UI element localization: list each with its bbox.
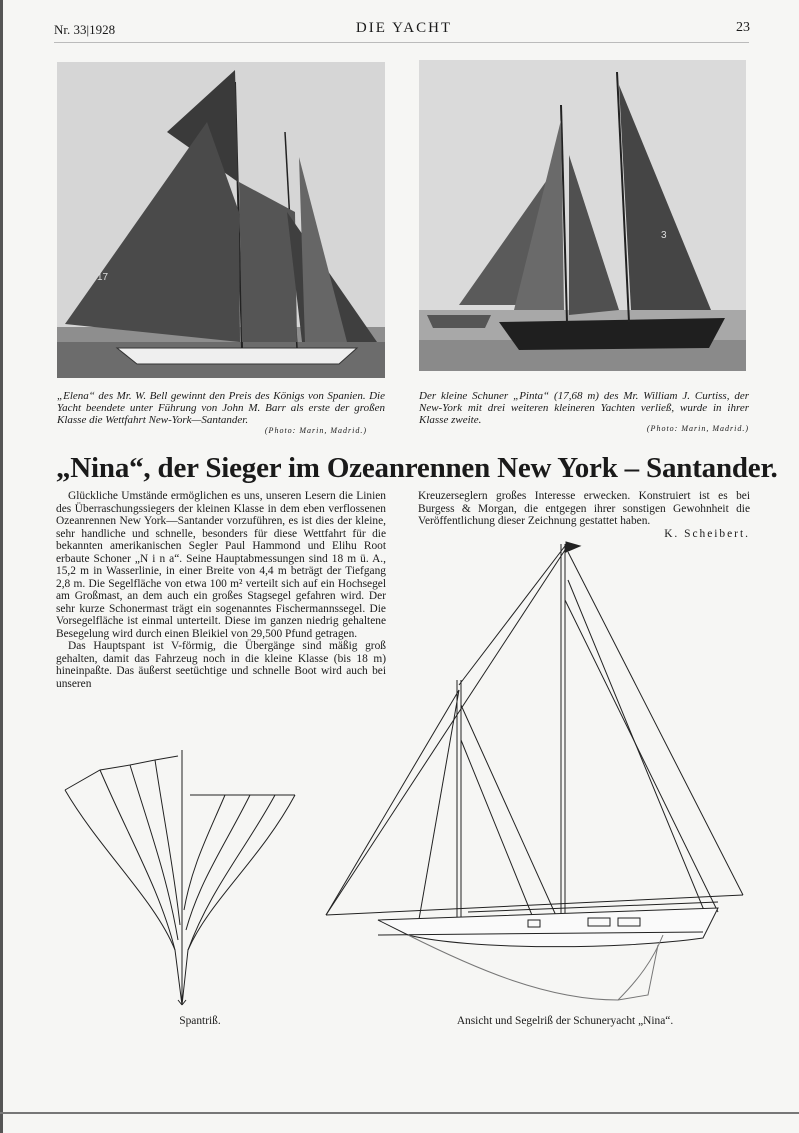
hull-section-drawing xyxy=(60,750,300,1010)
caption-sailplan: Ansicht und Segelriß der Schuneryacht „Nina“. xyxy=(456,1015,674,1027)
page-edge xyxy=(0,0,3,1133)
paragraph-2: Das Hauptspant ist V-förmig, die Übergänge sind mäßig groß gehalten, damit das Fahrzeug noch in die kleine Klasse (bis 18 m) hineinpaßte. Das äußerst seetüchtige und schnelle Boot wird auch bei unseren xyxy=(56,640,386,690)
figure-section-drawing xyxy=(60,750,300,1010)
sailplan-drawing xyxy=(318,540,748,1010)
photo-pinta xyxy=(419,60,746,371)
photo-elena xyxy=(57,62,385,378)
caption-elena: „Elena“ des Mr. W. Bell gewinnt den Preis des Königs von Spanien. Die Yacht beendete unter Führung von John M. Barr als erste der großen Klasse die Wettfahrt New-York—Santander. xyxy=(57,390,385,426)
page-number: 23 xyxy=(736,20,750,35)
sail-number-pinta: 3 xyxy=(661,230,667,241)
article-title: „Nina“, der Sieger im Ozeanrennen New York – Santander. xyxy=(56,452,778,484)
page-header xyxy=(54,18,754,42)
article-body-right xyxy=(418,490,750,540)
header-rule xyxy=(54,42,749,43)
issue-number: Nr. 33|1928 xyxy=(54,22,116,37)
paragraph-3: Kreuzerseglern großes Interesse erwecken. Konstruiert ist es bei Burgess & Morgan, die entgegen ihrer sonstigen Gewohnheit die Veröffentlichung dieser Zeichnung gestattet haben. xyxy=(418,490,750,527)
figure-sailplan xyxy=(318,540,748,1010)
sail-number-elena: 17 xyxy=(97,272,109,283)
page-bottom-edge xyxy=(0,1112,799,1114)
magazine-title: DIE YACHT xyxy=(355,20,453,36)
author: K. Scheibert. xyxy=(664,527,750,540)
credit-pinta: (Photo: Marin, Madrid.) xyxy=(646,424,749,433)
caption-pinta: Der kleine Schuner „Pinta“ (17,68 m) des Mr. William J. Curtiss, der New-York mit drei weiteren kleineren Yachten verließ, wurde in ihrer Klasse zweite. xyxy=(419,390,749,426)
credit-elena: (Photo: Marin, Madrid.) xyxy=(264,426,367,435)
yacht-elena-image xyxy=(57,62,385,378)
schooner-pinta-image xyxy=(419,60,746,371)
caption-section-drawing: Spantriß. xyxy=(179,1015,221,1027)
paragraph-1: Glückliche Umstände ermöglichen es uns, unseren Lesern die Linien des Überraschungssiegers der kleinen Klasse in dem eben verflossenen Ozeanrennen New York—Santander vorzuführen, es ist dies der kleine, sehr handliche und schnelle, besonders für diese Wettfahrt für die bekannten amerikanischen Segler Paul Hammond und Elihu Root erbaute Schoner „N i n a“. Seine Hauptabmessungen sind 18 m ü. A., 15,2 m in Wasserlinie, in einer Breite von 4,4 m beträgt der Tiefgang 2,8 m. Die Segelfläche von etwa 100 m² verteilt sich auf ein Hochsegel am Großmast, an dem auch ein großes Stagsegel gefahren wird. Der sehr kurze Schonermast trägt ein sogenanntes Fischermannssegel. Die Vorsegelfläche ist einmal unterteilt. Diese im ganzen niedrig gehaltene Besegelung wird durch einen Bleikiel von 29,500 Pfund getragen. xyxy=(56,490,386,640)
